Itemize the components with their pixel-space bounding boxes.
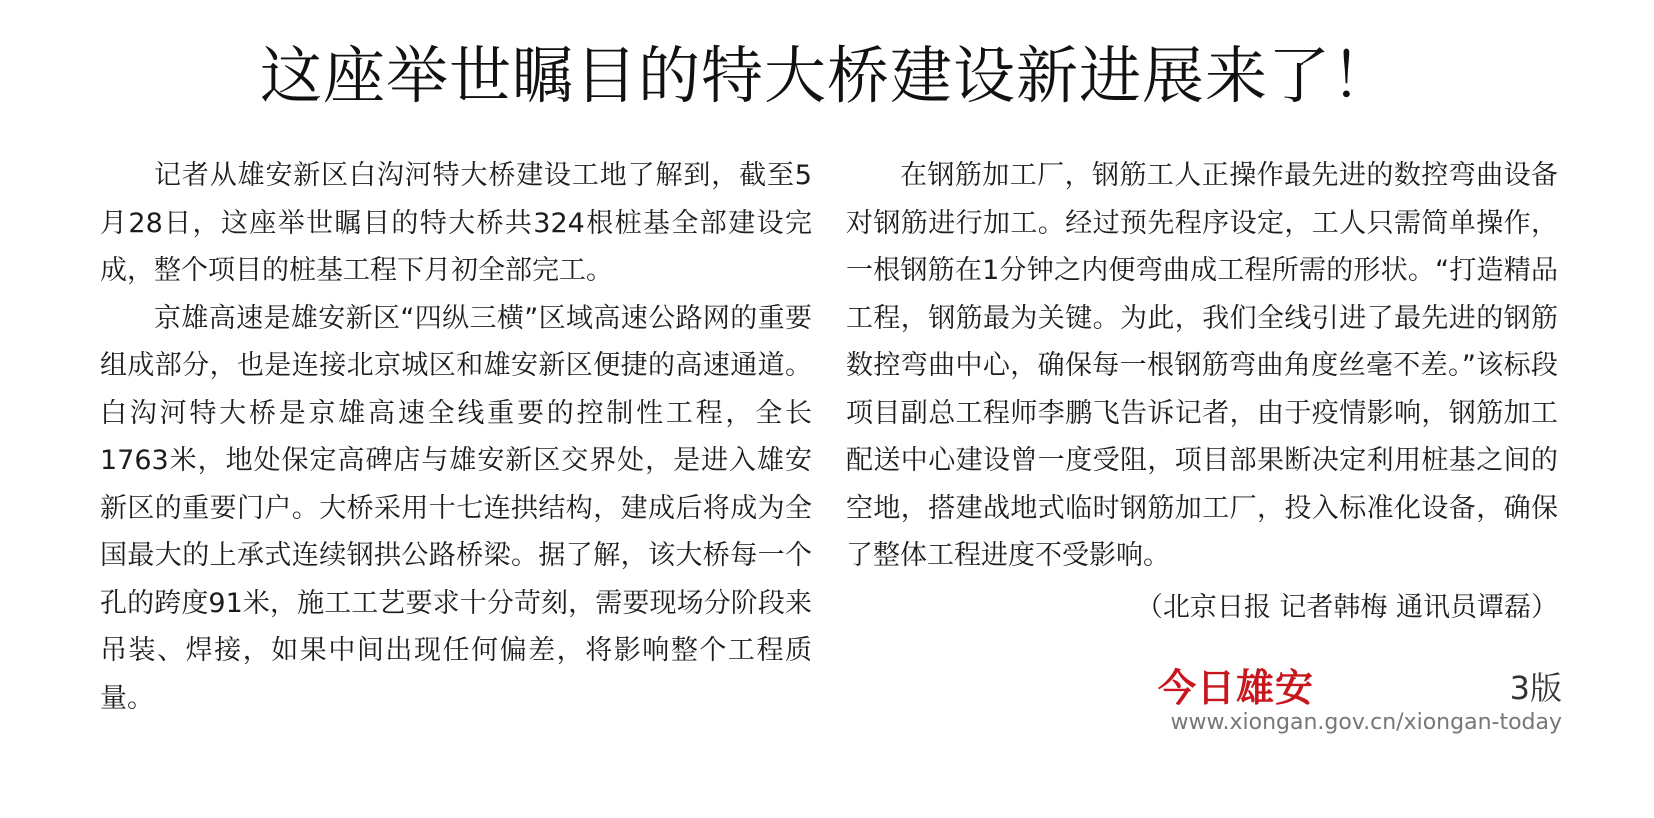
article-paragraph: 在钢筋加工厂，钢筋工人正操作最先进的数控弯曲设备对钢筋进行加工。经过预先程序设定，工人只需简单操作，一根钢筋在1分钟之内便弯曲成工程所需的形状。“打造精品工程，钢筋最为关键。为此，我们全线引进了最先进的钢筋数控弯曲中心，确保每一根钢筋弯曲角度丝毫不差。”该标段项目副总工程师李鹏飞告诉记者，由于疫情影响，钢筋加工配送中心建设曾一度受阻，项目部果断决定利用桩基之间的空地，搭建战地式临时钢筋加工厂，投入标准化设备，确保了整体工程进度不受影响。: [846, 160, 1558, 571]
article-column-right: [846, 152, 1558, 580]
article-paragraph: 记者从雄安新区白沟河特大桥建设工地了解到，截至5月28日，这座举世瞩目的特大桥共324根桩基全部建设完成，整个项目的桩基工程下月初全部完工。: [100, 160, 812, 286]
xiongan-today-logo: 今日雄安: [1158, 665, 1315, 710]
edition-label: 3版: [1509, 669, 1562, 707]
website-url: www.xiongan.gov.cn/xiongan-today: [1170, 710, 1562, 735]
article-column-left: [100, 152, 812, 722]
article-paragraph: 京雄高速是雄安新区“四纵三横”区域高速公路网的重要组成部分，也是连接北京城区和雄安新区便捷的高速通道。白沟河特大桥是京雄高速全线重要的控制性工程，全长1763米，地处保定高碑店与雄安新区交界处，是进入雄安新区的重要门户。大桥采用十七连拱结构，建成后将成为全国最大的上承式连续钢拱公路桥梁。据了解，该大桥每一个孔的跨度91米，施工工艺要求十分苛刻，需要现场分阶段来吊装、焊接，如果中间出现任何偏差，将影响整个工程质量。: [100, 302, 812, 714]
article-byline: （北京日报 记者韩梅 通讯员谭磊）: [1135, 592, 1558, 623]
article-title: 这座举世瞩目的特大桥建设新进展来了！: [259, 39, 1394, 112]
